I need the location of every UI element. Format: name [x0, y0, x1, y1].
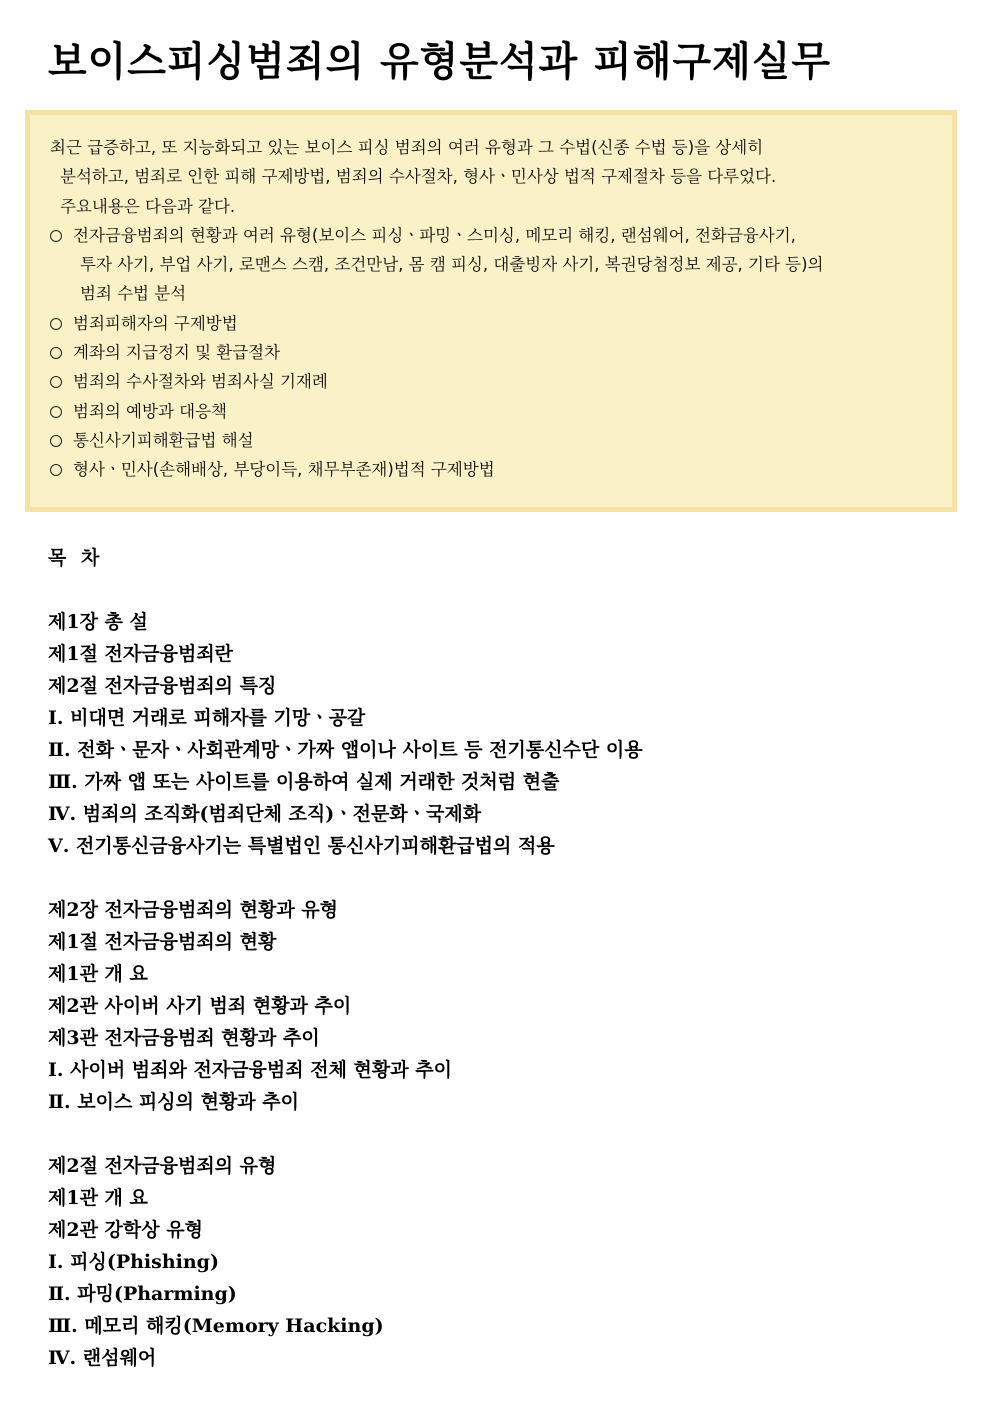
toc-item: Ⅰ. 비대면 거래로 피해자를 기망ㆍ공갈 — [48, 707, 366, 729]
toc-spacer — [48, 1118, 643, 1150]
toc-item: 제1절 전자금융범죄의 현황 — [48, 931, 277, 953]
summary-bullet: 범죄피해자의 구제방법 — [50, 309, 952, 338]
circle-bullet-icon — [50, 435, 62, 447]
toc-spacer — [48, 574, 643, 606]
table-of-contents — [48, 542, 643, 1374]
summary-bullet: 범죄의 예방과 대응책 — [50, 397, 952, 426]
toc-item: Ⅳ. 랜섬웨어 — [48, 1347, 157, 1369]
circle-bullet-icon — [50, 464, 62, 476]
summary-bullet: 계좌의 지급정지 및 환급절차 — [50, 338, 952, 367]
circle-bullet-icon — [50, 230, 62, 242]
toc-item: 제2관 사이버 사기 범죄 현황과 추이 — [48, 995, 352, 1017]
toc-item: Ⅲ. 메모리 해킹(Memory Hacking) — [48, 1315, 384, 1337]
toc-item: 제2장 전자금융범죄의 현황과 유형 — [48, 899, 339, 921]
toc-item: 제3관 전자금융범죄 현황과 추이 — [48, 1027, 320, 1049]
page-title: 보이스피싱범죄의 유형분석과 피해구제실무 — [48, 38, 832, 85]
summary-intro-line: 주요내용은 다음과 같다. — [60, 196, 236, 216]
toc-item: Ⅱ. 보이스 피싱의 현황과 추이 — [48, 1091, 299, 1113]
toc-item: Ⅰ. 피싱(Phishing) — [48, 1251, 219, 1273]
summary-bullet-continuation: 범죄 수법 분석 — [80, 284, 187, 304]
summary-bullet: 통신사기피해환급법 해설 — [50, 426, 952, 455]
summary-intro-line: 분석하고, 범죄로 인한 피해 구제방법, 범죄의 수사절차, 형사ㆍ민사상 법적 구제절차 등을 다루었다. — [60, 167, 777, 187]
circle-bullet-icon — [50, 406, 62, 418]
toc-item: Ⅴ. 전기통신금융사기는 특별법인 통신사기피해환급법의 적용 — [48, 835, 555, 857]
toc-item: 제2절 전자금융범죄의 유형 — [48, 1155, 277, 1177]
summary-intro-line: 최근 급증하고, 또 지능화되고 있는 보이스 피싱 범죄의 여러 유형과 그 수법(신종 수법 등)을 상세히 — [50, 138, 764, 157]
summary-box — [25, 110, 957, 512]
summary-bullet: 범죄의 수사절차와 범죄사실 기재례 — [50, 367, 952, 396]
toc-item: 제1관 개 요 — [48, 963, 148, 985]
toc-item: Ⅱ. 전화ㆍ문자ㆍ사회관계망ㆍ가짜 앱이나 사이트 등 전기통신수단 이용 — [48, 739, 643, 761]
toc-item: 제1관 개 요 — [48, 1187, 148, 1209]
toc-item: Ⅳ. 범죄의 조직화(범죄단체 조직)ㆍ전문화ㆍ국제화 — [48, 803, 482, 825]
circle-bullet-icon — [50, 347, 62, 359]
toc-item: 제1절 전자금융범죄란 — [48, 643, 234, 665]
toc-spacer — [48, 862, 643, 894]
summary-bullet-continuation: 투자 사기, 부업 사기, 로맨스 스캠, 조건만남, 몸 캠 피싱, 대출빙자 사기, 복권당첨정보 제공, 기타 등)의 — [80, 255, 824, 275]
toc-item: Ⅲ. 가짜 앱 또는 사이트를 이용하여 실제 거래한 것처럼 현출 — [48, 771, 560, 793]
toc-item: 제1장 총 설 — [48, 611, 148, 633]
toc-heading: 목 차 — [48, 547, 104, 569]
circle-bullet-icon — [50, 376, 62, 388]
toc-item: 제2절 전자금융범죄의 특징 — [48, 675, 277, 697]
toc-item: 제2관 강학상 유형 — [48, 1219, 203, 1241]
toc-item: Ⅱ. 파밍(Pharming) — [48, 1283, 237, 1305]
summary-bullet: 전자금융범죄의 현황과 여러 유형(보이스 피싱ㆍ파밍ㆍ스미싱, 메모리 해킹, 랜섬웨어, 전화금융사기, — [50, 221, 952, 250]
summary-bullet: 형사ㆍ민사(손해배상, 부당이득, 채무부존재)법적 구제방법 — [50, 455, 952, 484]
circle-bullet-icon — [50, 318, 62, 330]
toc-item: Ⅰ. 사이버 범죄와 전자금융범죄 전체 현황과 추이 — [48, 1059, 452, 1081]
